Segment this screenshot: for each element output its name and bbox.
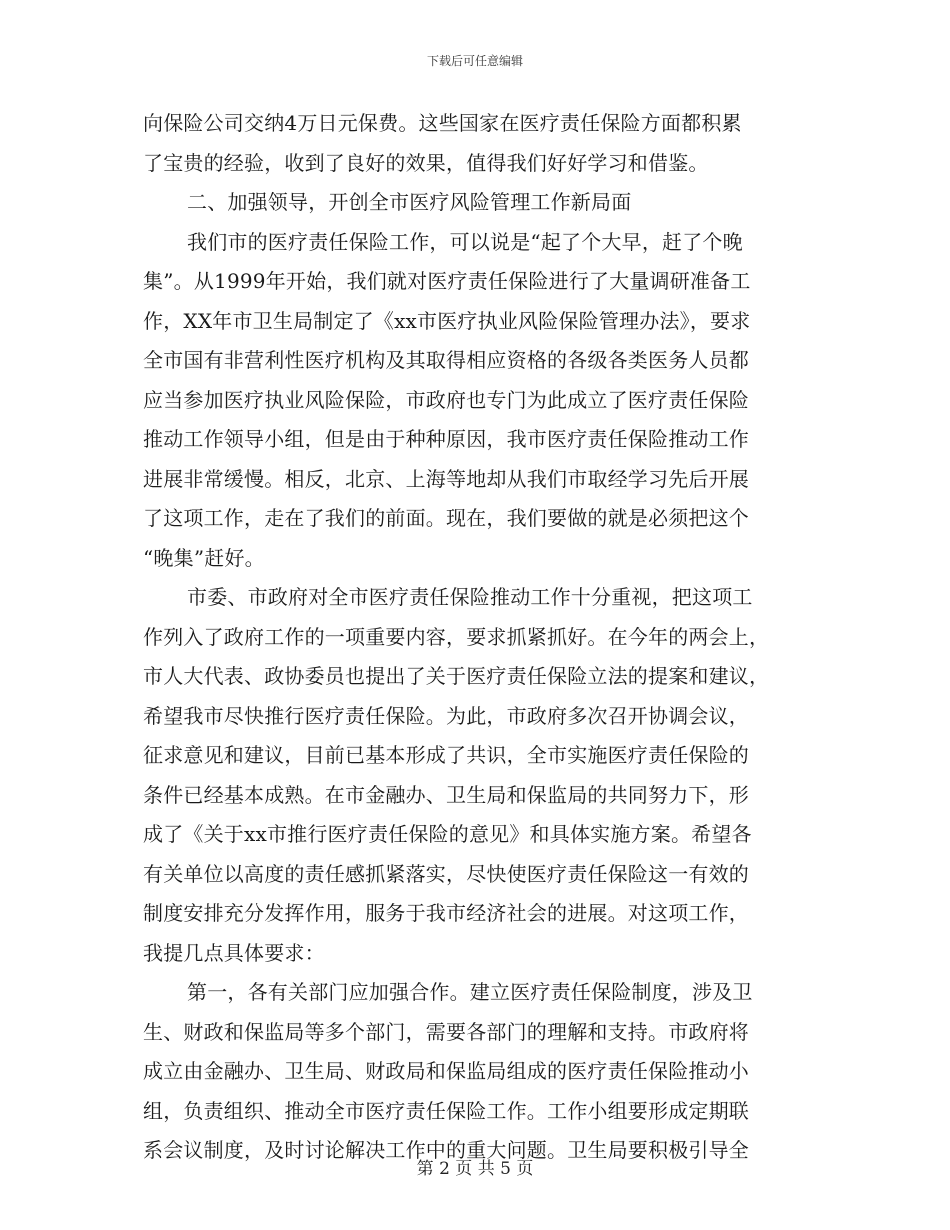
page-header: 下载后可任意编辑 xyxy=(426,54,523,68)
text-line: 我们市的医疗责任保险工作，可以说是“起了个大早，赶了个晚 xyxy=(187,229,743,254)
text-line: 征求意见和建议，目前已基本形成了共识，全市实施医疗责任保险的 xyxy=(143,743,749,767)
text-line: 进展非常缓慢。相反，北京、上海等地却从我们市取经学习先后开展 xyxy=(143,466,749,491)
section-heading: 二、加强领导，开创全市医疗风险管理工作新局面 xyxy=(187,190,632,214)
text-line: 应当参加医疗执业风险保险，市政府也专门为此成立了医疗责任保险 xyxy=(143,387,749,412)
text-line: 了这项工作，走在了我们的前面。现在，我们要做的就是必须把这个 xyxy=(143,506,749,530)
text-line: 系会议制度，及时讨论解决工作中的重大问题。卫生局要积极引导全 xyxy=(143,1138,749,1162)
text-line: 有关单位以高度的责任感抓紧落实，尽快使医疗责任保险这一有效的 xyxy=(143,861,749,886)
text-line: 全市国有非营利性医疗机构及其取得相应资格的各级各类医务人员都 xyxy=(143,348,749,372)
text-line: 作，XX年市卫生局制定了《xx市医疗执业风险保险管理办法》，要求 xyxy=(143,308,751,333)
text-line: 推动工作领导小组，但是由于种种原因，我市医疗责任保险推动工作 xyxy=(143,427,749,451)
text-line: 制度安排充分发挥作用，服务于我市经济社会的进展。对这项工作， xyxy=(143,901,749,925)
document-body xyxy=(143,104,811,1171)
text-line: 我提几点具体要求： xyxy=(143,940,325,965)
page-footer: 第 2 页 共 5 页 xyxy=(416,1159,534,1179)
text-line: 成了《关于xx市推行医疗责任保险的意见》和具体实施方案。希望各 xyxy=(143,822,752,846)
text-line: 成立由金融办、卫生局、财政局和保监局组成的医疗责任保险推动小 xyxy=(143,1059,749,1083)
text-line: 希望我市尽快推行医疗责任保险。为此，市政府多次召开协调会议， xyxy=(143,703,749,728)
text-line: “晚集”赶好。 xyxy=(143,545,265,570)
text-line: 第一，各有关部门应加强合作。建立医疗责任保险制度，涉及卫 xyxy=(187,980,753,1004)
text-line: 条件已经基本成熟。在市金融办、卫生局和保监局的共同努力下，形 xyxy=(143,782,749,807)
text-line: 生、财政和保监局等多个部门，需要各部门的理解和支持。市政府将 xyxy=(143,1019,749,1044)
text-line: 市人大代表、政协委员也提出了关于医疗责任保险立法的提案和建议， xyxy=(143,664,770,688)
text-line: 集”。从1999年开始，我们就对医疗责任保险进行了大量调研准备工 xyxy=(143,269,751,293)
text-line: 了宝贵的经验，收到了良好的效果，值得我们好好学习和借鉴。 xyxy=(143,150,709,175)
text-line: 市委、市政府对全市医疗责任保险推动工作十分重视，把这项工 xyxy=(187,585,753,609)
text-line: 向保险公司交纳4万日元保费。这些国家在医疗责任保险方面都积累 xyxy=(143,111,742,135)
text-line: 组，负责组织、推动全市医疗责任保险工作。工作小组要形成定期联 xyxy=(143,1098,749,1123)
text-line: 作列入了政府工作的一项重要内容，要求抓紧抓好。在今年的两会上， xyxy=(143,624,770,649)
